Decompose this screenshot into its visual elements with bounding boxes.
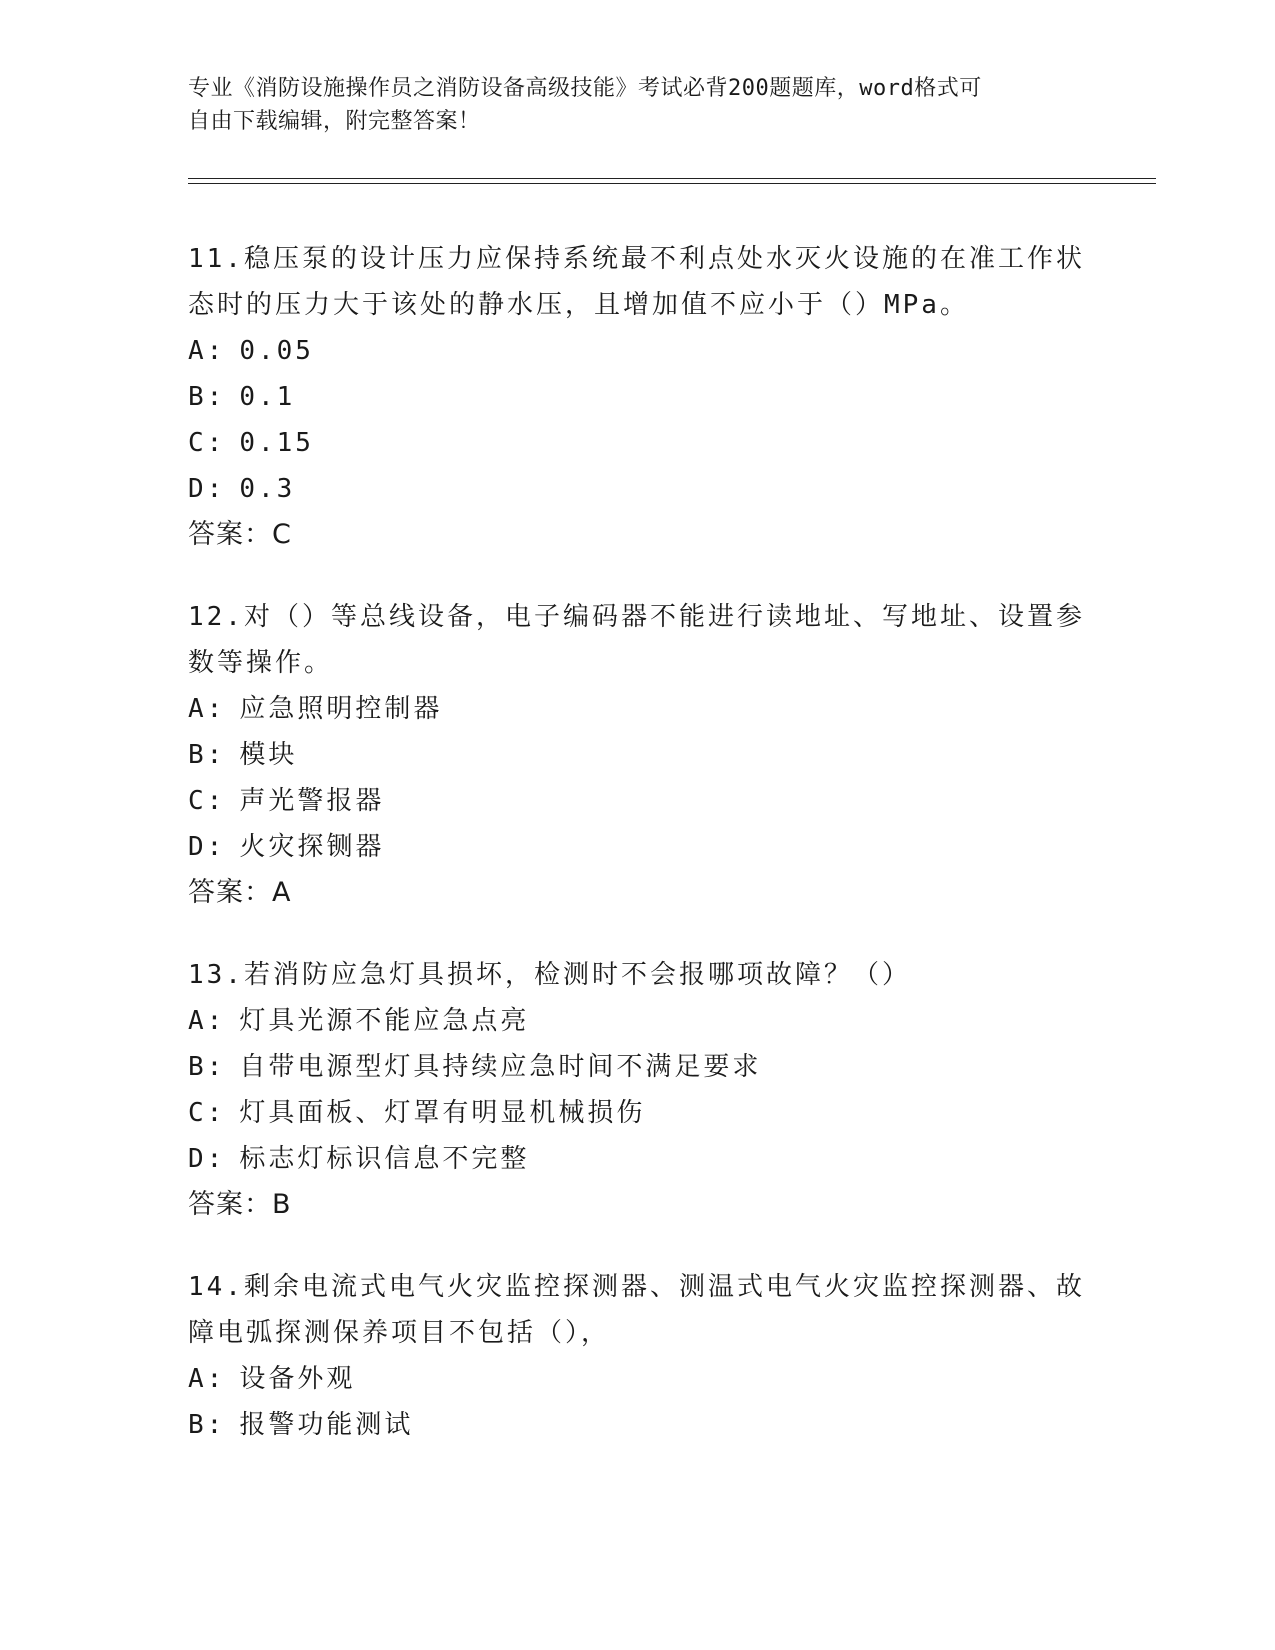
- option-text: 应急照明控制器: [239, 694, 443, 724]
- answer-line: 答案：A: [188, 877, 292, 908]
- option-a: [188, 686, 1088, 732]
- option-text: 标志灯标识信息不完整: [239, 1144, 530, 1174]
- option-b: [188, 374, 1088, 420]
- option-text: 报警功能测试: [239, 1410, 414, 1440]
- question-list: [188, 236, 1088, 1484]
- header-line-2: 自由下载编辑，附完整答案！: [188, 109, 481, 134]
- option-c: [188, 1090, 1088, 1136]
- question-text: 12.对（）等总线设备，电子编码器不能进行读地址、写地址、设置参数等操作。: [188, 602, 1085, 678]
- option-text: 0.05: [239, 336, 314, 366]
- header-divider-top: [188, 178, 1156, 179]
- option-label: C:: [188, 1098, 226, 1128]
- option-text: 0.1: [239, 382, 296, 412]
- option-d: [188, 466, 1088, 512]
- option-d: [188, 824, 1088, 870]
- option-text: 设备外观: [239, 1364, 356, 1394]
- option-text: 灯具面板、灯罩有明显机械损伤: [239, 1098, 646, 1128]
- question-11: [188, 236, 1088, 558]
- question-14: [188, 1264, 1088, 1448]
- question-13: [188, 952, 1088, 1228]
- option-text: 声光警报器: [239, 786, 385, 816]
- option-label: B:: [188, 740, 226, 770]
- option-text: 火灾探铡器: [239, 832, 385, 862]
- option-c: [188, 420, 1088, 466]
- option-label: B:: [188, 382, 226, 412]
- option-c: [188, 778, 1088, 824]
- question-12: [188, 594, 1088, 916]
- option-text: 模块: [239, 740, 298, 770]
- question-text: 14.剩余电流式电气火灾监控探测器、测温式电气火灾监控探测器、故障电弧探测保养项目不包括（），: [188, 1272, 1085, 1348]
- document-header: [188, 72, 1068, 138]
- option-text: 自带电源型灯具持续应急时间不满足要求: [239, 1052, 762, 1082]
- option-text: 灯具光源不能应急点亮: [239, 1006, 530, 1036]
- option-label: D:: [188, 1144, 226, 1174]
- option-text: 0.15: [239, 428, 314, 458]
- answer-line: 答案：C: [188, 519, 292, 550]
- option-label: A:: [188, 336, 226, 366]
- option-a: [188, 1356, 1088, 1402]
- option-label: B:: [188, 1410, 226, 1440]
- option-b: [188, 1402, 1088, 1448]
- option-label: A:: [188, 694, 226, 724]
- option-label: A:: [188, 1006, 226, 1036]
- question-text: 13.若消防应急灯具损坏，检测时不会报哪项故障？（）: [188, 960, 911, 990]
- option-label: D:: [188, 474, 226, 504]
- answer-line: 答案：B: [188, 1189, 292, 1220]
- option-text: 0.3: [239, 474, 296, 504]
- option-label: C:: [188, 786, 226, 816]
- option-b: [188, 1044, 1088, 1090]
- option-label: C:: [188, 428, 226, 458]
- option-label: A:: [188, 1364, 226, 1394]
- option-d: [188, 1136, 1088, 1182]
- header-line-1: 专业《消防设施操作员之消防设备高级技能》考试必背200题题库，word格式可: [188, 76, 982, 101]
- header-divider-bottom: [188, 183, 1156, 184]
- option-label: D:: [188, 832, 226, 862]
- option-label: B:: [188, 1052, 226, 1082]
- option-a: [188, 328, 1088, 374]
- question-text: 11.稳压泵的设计压力应保持系统最不利点处水灭火设施的在准工作状态时的压力大于该处的静水压，且增加值不应小于（）MPa。: [188, 244, 1085, 320]
- option-a: [188, 998, 1088, 1044]
- option-b: [188, 732, 1088, 778]
